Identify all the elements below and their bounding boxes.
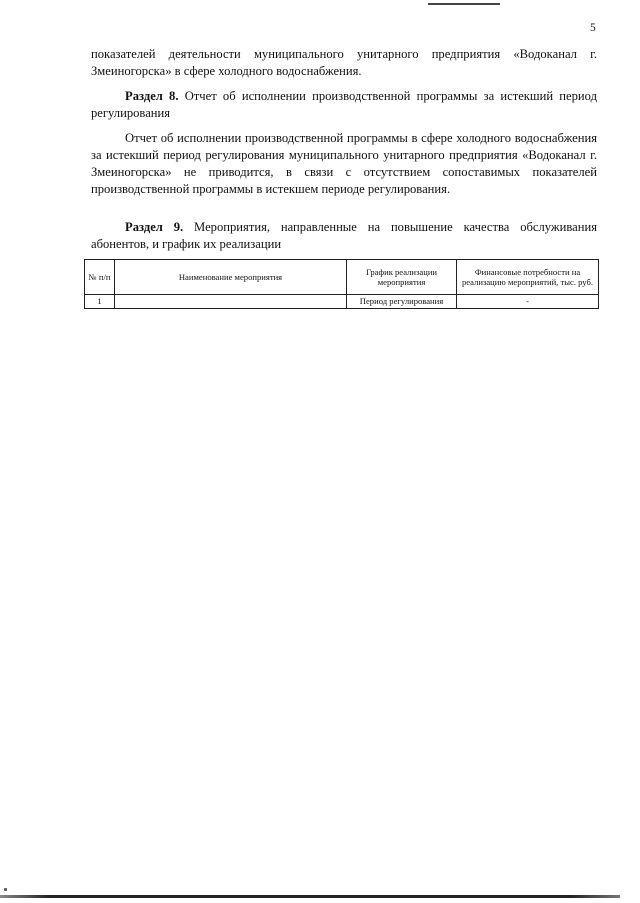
cell-schedule: Период регулирования	[347, 295, 457, 309]
scan-artifact-dot	[4, 888, 7, 891]
header-financial-needs: Финансовые потребности на реализацию мероприятий, тыс. руб.	[457, 260, 599, 295]
cell-measure-name	[115, 295, 347, 309]
header-schedule: График реализации мероприятия	[347, 260, 457, 295]
section-9-title: Мероприятия, направленные на повышение качества обслуживания абонентов, и график их реализации	[91, 220, 597, 251]
table-row	[85, 295, 599, 309]
continuation-paragraph: показателей деятельности муниципального унитарного предприятия «Водоканал г. Змеиногорска» в сфере холодного водоснабжения.	[91, 47, 597, 78]
section-9-heading	[91, 219, 597, 253]
section-8-heading	[91, 88, 597, 122]
cell-financial-needs: -	[457, 295, 599, 309]
scan-artifact-bottom	[0, 895, 620, 898]
scan-artifact-top	[428, 3, 500, 5]
section-8-label: Раздел 8.	[125, 89, 179, 103]
measures-table	[84, 259, 599, 309]
header-measure-name: Наименование мероприятия	[115, 260, 347, 295]
section-8-title: Отчет об исполнении производственной программы за истекший период регулирования	[91, 89, 597, 120]
page-number: 5	[590, 22, 596, 34]
header-number: № п/п	[85, 260, 115, 295]
cell-number: 1	[85, 295, 115, 309]
section-8-body: Отчет об исполнении производственной программы в сфере холодного водоснабжения за истекший период регулирования муниципального унитарного предприятия «Водоканал г. Змеиногорска» не приводится, в связи с отсутствием сопоставимых показателей производственной программы в истекшем периоде регулирования.	[91, 131, 597, 196]
section-9-label: Раздел 9.	[125, 220, 184, 234]
table-header-row	[85, 260, 599, 295]
